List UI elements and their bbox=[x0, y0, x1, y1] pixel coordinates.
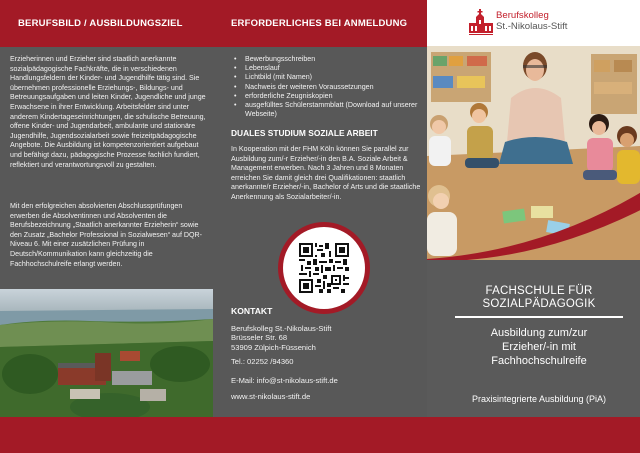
panel-berufsbild bbox=[0, 0, 213, 453]
requirement-item: • erforderliche Zeugniskopien bbox=[233, 92, 423, 101]
qr-code-icon[interactable] bbox=[299, 243, 349, 293]
header-anmeldung: ERFORDERLICHES BEI ANMELDUNG bbox=[231, 18, 408, 29]
requirement-item: • Nachweis der weiteren Voraussetzungen bbox=[233, 83, 423, 92]
berufsbild-paragraph-1: Erzieherinnen und Erzieher sind staatlich anerkannte sozialpädagogische Fachkräfte, die in verschiedenen Handlungsfeldern der Kinder- und Jugendhilfe tätig sind. Sie übernehmen professionelle Erziehungs-, Bildungs- und Betreuungsaufgaben und leiten Kinder, Jugendliche und junge Erwachsene in ihrer Entwicklung. Arbeitsfelder sind unter anderem Kindertageseinrichtungen, die schulische Betreuung, offene Kinder- und Jugendarbeit, ambulante und stationäre Jugendhilfe, Jugendsozialarbeit sowie freizeitpädagogische Angebote. Die Ausbildung ist kompetenzorientiert aufgebaut und befähigt dazu, pädagogische Prozesse fachlich fundiert, reflektiert und verantwortungsvoll zu gestalten. bbox=[10, 55, 206, 169]
cover-title-line-1: FACHSCHULE FÜR bbox=[485, 285, 593, 297]
panel-cover bbox=[427, 0, 640, 453]
church-logo-icon bbox=[469, 9, 493, 33]
footer-bar-right bbox=[427, 417, 640, 453]
requirement-item: • Lichtbild (mit Namen) bbox=[233, 73, 423, 82]
berufsbild-paragraph-2: Mit den erfolgreichen absolvierten Abschlussprüfungen erwerben die Absolventinnen und Absolventen die Berufsbezeichnung „Staatlich anerkannter Erzieherin“ sowie den Zusatz „Bachelor Professional in Sozialwesen“ auf DQR-Niveau 6. Mit einer zusätzlichen Prüfung in Deutsch/Kommunikation kann gleichzeitig die Fachhochschulreife erlangt werden. bbox=[10, 202, 203, 268]
logo-line-2: St.-Nikolaus-Stift bbox=[496, 20, 568, 32]
logo-box bbox=[427, 0, 640, 46]
cover-subtitle-line-2: Erzieher/-in mit bbox=[502, 341, 576, 353]
requirement-item: • ausgefülltes Schülerstammblatt (Download auf unserer Webseite) bbox=[233, 101, 423, 119]
kontakt-name: Berufskolleg St.-Nikolaus-Stift bbox=[231, 324, 332, 333]
kontakt-email-link[interactable]: E-Mail: info@st-nikolaus-stift.de bbox=[231, 376, 338, 385]
footer-bar-middle bbox=[213, 417, 427, 453]
cover-divider bbox=[455, 316, 623, 318]
requirement-item: • Bewerbungsschreiben bbox=[233, 55, 423, 64]
requirements-list bbox=[233, 55, 423, 119]
classroom-photo bbox=[427, 46, 640, 260]
qr-code-badge[interactable] bbox=[278, 222, 370, 314]
pia-label: Praxisintegrierte Ausbildung (PiA) bbox=[471, 394, 607, 404]
kontakt-title: KONTAKT bbox=[231, 306, 273, 316]
duales-studium-title: DUALES STUDIUM SOZIALE ARBEIT bbox=[231, 128, 378, 138]
header-bar-berufsbild bbox=[0, 0, 213, 47]
header-bar-anmeldung bbox=[213, 0, 427, 47]
logo-text bbox=[496, 11, 567, 32]
kontakt-telefon[interactable]: Tel.: 02252 /94360 bbox=[231, 357, 294, 366]
kontakt-city: 53909 Zülpich-Füssenich bbox=[231, 342, 316, 352]
header-berufsbild: BERUFSBILD / AUSBILDUNGSZIEL bbox=[18, 18, 183, 29]
kontakt-street: Brüsseler Str. 68 bbox=[231, 333, 288, 343]
qr-code-background bbox=[283, 227, 365, 309]
panel-anmeldung bbox=[213, 0, 427, 453]
campus-aerial-photo bbox=[0, 289, 213, 417]
cover-title-line-2: SOZIALPÄDAGOGIK bbox=[482, 297, 596, 310]
kontakt-website-link[interactable]: www.st-nikolaus-stift.de bbox=[231, 392, 311, 401]
requirement-item: • Lebenslauf bbox=[233, 64, 423, 73]
cover-subtitle-line-3: Fachhochschulreife bbox=[491, 355, 587, 367]
cover-subtitle-line-1: Ausbildung zum/zur bbox=[490, 327, 588, 339]
logo-line-1: Berufskolleg bbox=[496, 10, 549, 21]
kontakt-address bbox=[231, 324, 331, 352]
duales-studium-text: In Kooperation mit der FHM Köln können Sie parallel zur Ausbildung zum/-r Erzieher/-in den B.A. Soziale Arbeit & Management erwerben. Nach 3 Jahren und 8 Monaten erreichen Sie damit gleich drei Qualifikationen: staatlich anerkannte/r Erzieher/-in, Bachelor of Arts und die staatliche Anerkennung als Sozialarbeiter/-in. bbox=[231, 145, 421, 201]
logo-underline bbox=[469, 34, 493, 35]
cover-subtitle bbox=[441, 326, 637, 368]
cover-title bbox=[441, 285, 637, 310]
footer-bar-left bbox=[0, 417, 213, 453]
